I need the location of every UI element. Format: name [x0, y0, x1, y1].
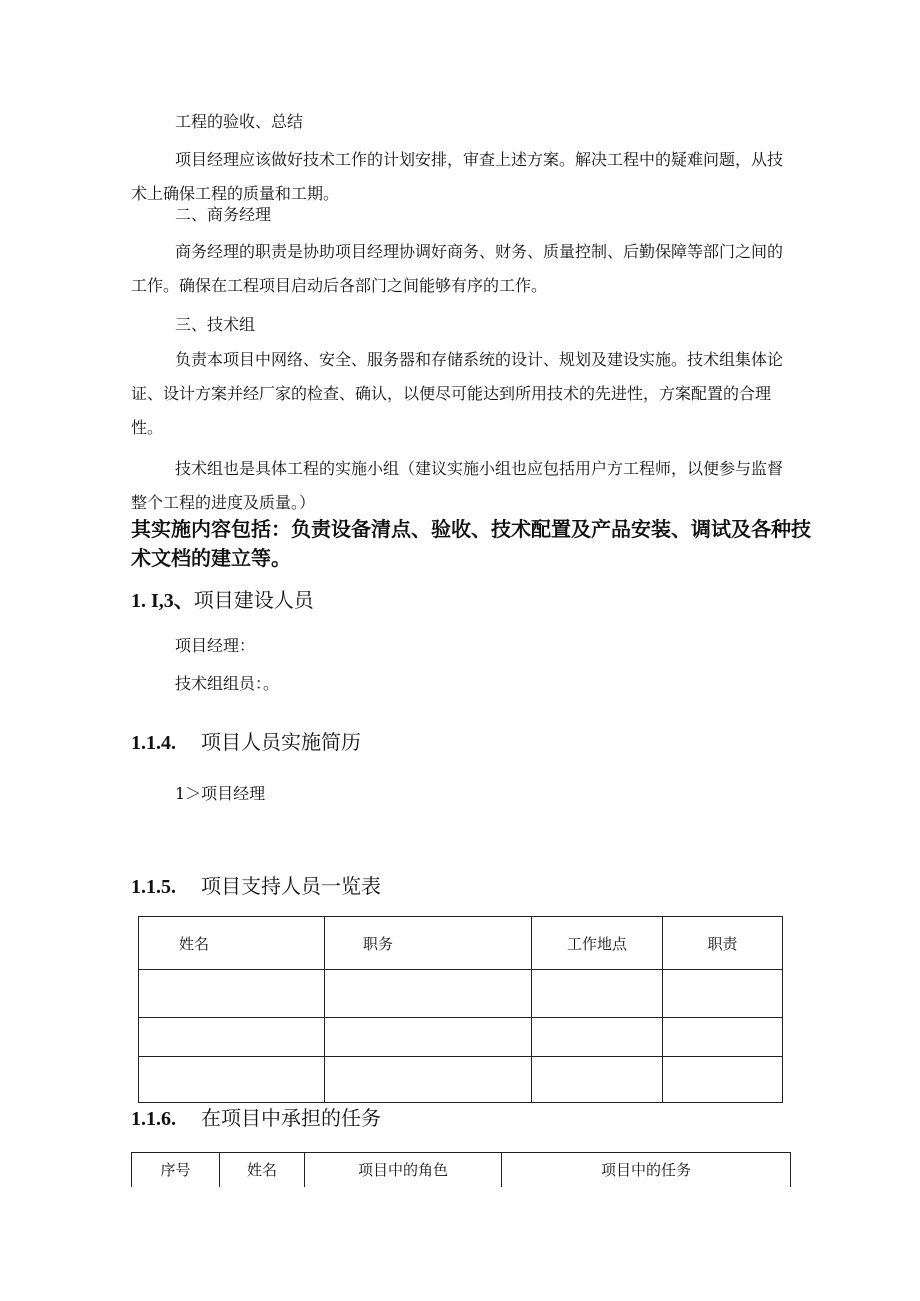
table-header-row	[132, 1153, 791, 1187]
section-title: 项目人员实施简历	[201, 730, 361, 754]
table-cell[interactable]	[139, 1018, 325, 1057]
table-cell[interactable]	[663, 1057, 783, 1103]
resume-item-pm: 1＞项目经理	[175, 784, 266, 803]
section-number: 1.1.6.	[131, 1108, 176, 1130]
para-business-duty: 商务经理的职责是协助项目经理协调好商务、财务、质量控制、后勤保障等部门之间的工作。确保在工程项目启动后各部门之间能够有序的工作。	[131, 242, 784, 295]
header-cell-position: 职务	[325, 917, 532, 970]
table-cell[interactable]	[532, 1057, 663, 1103]
staff-pm-label: 项目经理：	[175, 636, 256, 655]
para-tech-duty: 负责本项目中网络、安全、服务器和存储系统的设计、规划及建设实施。技术组集体论证、设计方案并经厂家的检查、确认，以便尽可能达到所用技术的先进性，方案配置的合理性。	[131, 350, 784, 437]
table-cell[interactable]	[532, 970, 663, 1018]
heading-business-manager: 二、商务经理	[175, 205, 272, 224]
table-row	[139, 1018, 783, 1057]
section-heading-1-1-6	[131, 1104, 381, 1133]
para-acceptance: 工程的验收、总结	[175, 112, 304, 131]
table-row	[139, 1057, 783, 1103]
header-cell-location: 工作地点	[532, 917, 663, 970]
table-cell[interactable]	[663, 1018, 783, 1057]
section-number: 1.1.4.	[131, 732, 176, 754]
table-cell[interactable]	[139, 1057, 325, 1103]
header-cell-name: 姓名	[220, 1153, 305, 1187]
table-cell[interactable]	[325, 1018, 532, 1057]
section-number: 1. I,3、	[131, 590, 194, 612]
section-heading-1-1-4	[131, 728, 361, 757]
header-cell-task: 项目中的任务	[502, 1153, 791, 1187]
para-tech-impl: 技术组也是具体工程的实施小组（建议实施小组也应包括用户方工程师，以便参与监督整个工程的进度及质量。）	[131, 459, 784, 512]
header-cell-name: 姓名	[139, 917, 325, 970]
section-number: 1.1.5.	[131, 876, 176, 898]
support-staff-table	[138, 916, 783, 1103]
table-cell[interactable]	[139, 970, 325, 1018]
header-cell-seq: 序号	[132, 1153, 220, 1187]
section-title: 项目建设人员	[193, 588, 314, 612]
para-impl-content: 其实施内容包括：负责设备清点、验收、技术配置及产品安装、调试及各种技术文档的建立等。	[131, 517, 811, 570]
staff-tech-label: 技术组组员：。	[175, 674, 280, 693]
para-pm-duty: 项目经理应该做好技术工作的计划安排，审查上述方案。解决工程中的疑难问题，从技术上确保工程的质量和工期。	[131, 150, 784, 203]
table-header-row	[139, 917, 783, 970]
section-heading-1-1-5	[131, 872, 381, 901]
header-cell-duty: 职责	[663, 917, 783, 970]
task-table	[131, 1152, 791, 1187]
section-heading-1-1-3	[131, 586, 314, 615]
table-row	[139, 970, 783, 1018]
table-cell[interactable]	[663, 970, 783, 1018]
table-cell[interactable]	[532, 1018, 663, 1057]
section-title: 在项目中承担的任务	[201, 1106, 381, 1130]
section-title: 项目支持人员一览表	[201, 874, 381, 898]
table-cell[interactable]	[325, 1057, 532, 1103]
header-cell-role: 项目中的角色	[305, 1153, 502, 1187]
table-cell[interactable]	[325, 970, 532, 1018]
heading-tech-group: 三、技术组	[175, 315, 256, 334]
